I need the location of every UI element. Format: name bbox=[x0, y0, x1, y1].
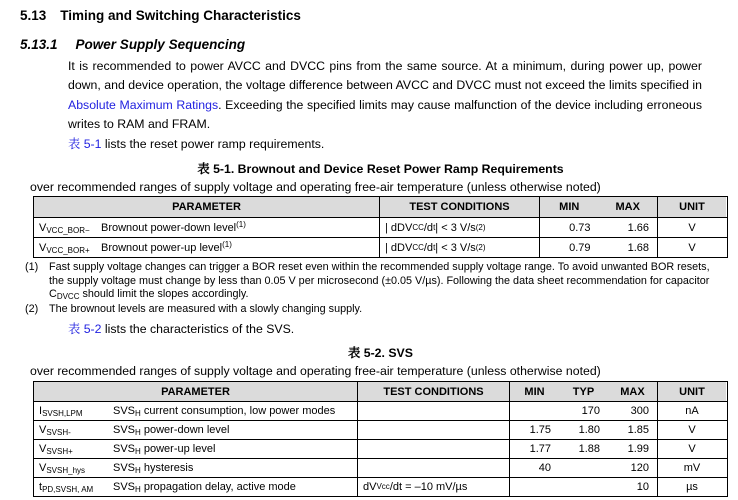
typ-value: 170 bbox=[581, 405, 600, 417]
table2-header-parameter: PARAMETER bbox=[34, 382, 358, 401]
table2-header-min-typ-max bbox=[510, 382, 658, 401]
test-conditions-cell bbox=[358, 402, 510, 420]
test-conditions-cell bbox=[358, 459, 510, 477]
table1-header-max: MAX bbox=[615, 201, 640, 213]
param-symbol: $t_{PD,SVSH, AM}$ bbox=[39, 481, 94, 494]
unit-value: nA bbox=[685, 405, 699, 417]
param-description: $SVS_H$ propagation delay, active mode bbox=[113, 481, 296, 494]
unit-value: µs bbox=[686, 481, 698, 493]
unit-value: V bbox=[688, 241, 696, 254]
table2-header-typ: TYP bbox=[572, 385, 595, 398]
test-conditions-cell: | dDV CC /d t | < 3 V/s (2) bbox=[380, 238, 540, 257]
min-value: 40 bbox=[538, 462, 551, 474]
hyperlink[interactable]: 表 5-1 bbox=[68, 137, 102, 151]
subsection-title: Power Supply Sequencing bbox=[75, 37, 246, 52]
table1-header-unit: UNIT bbox=[658, 197, 726, 217]
table2-header-min: MIN bbox=[524, 385, 545, 398]
table2-header-test-conditions: TEST CONDITIONS bbox=[358, 382, 510, 401]
test-conditions-cell bbox=[358, 421, 510, 439]
param-symbol: $V_{VCC\_BOR+}$ bbox=[39, 241, 90, 255]
table1-header-test-conditions: TEST CONDITIONS bbox=[380, 197, 540, 217]
param-description: Brownout power-down level$^{(1)}$ bbox=[101, 219, 246, 234]
table2-header-unit: UNIT bbox=[658, 382, 726, 401]
table1-header-min-max bbox=[540, 197, 658, 217]
subsection-number: 5.13.1 bbox=[20, 37, 58, 52]
footnote-number: (2) bbox=[25, 302, 39, 315]
table2-header-row bbox=[34, 382, 727, 401]
unit-value: mV bbox=[683, 462, 701, 474]
max-value: 10 bbox=[636, 481, 649, 493]
table1-title: 表 5-1. Brownout and Device Reset Power Ramp Requirements bbox=[197, 162, 564, 176]
param-description: $SVS_H$ current consumption, low power modes bbox=[113, 405, 336, 418]
table1 bbox=[33, 196, 728, 258]
typ-value: 1.88 bbox=[578, 443, 600, 455]
max-value: 300 bbox=[630, 405, 649, 417]
table2-reference-line: 表 5-2 lists the characteristics of the SVS. bbox=[68, 322, 295, 336]
table1-header-row bbox=[34, 197, 727, 217]
param-symbol: $I_{SVSH,LPM}$ bbox=[39, 405, 83, 418]
param-symbol: $V_{VCC\_BOR-}$ bbox=[39, 221, 90, 235]
table-row bbox=[34, 439, 727, 458]
param-description: $SVS_H$ power-down level bbox=[113, 424, 230, 437]
unit-value: V bbox=[688, 424, 696, 436]
param-symbol: $V_{SVSH+}$ bbox=[39, 443, 73, 456]
param-description: $SVS_H$ hysteresis bbox=[113, 462, 194, 475]
param-symbol: $V_{SVSH\_hys}$ bbox=[39, 462, 86, 475]
min-value: 1.75 bbox=[529, 424, 551, 436]
table1-reference-line: 表 5-1 lists the reset power ramp requirements. bbox=[68, 137, 325, 151]
section-number: 5.13 bbox=[20, 8, 47, 23]
unit-value: V bbox=[688, 221, 696, 234]
table1-footnotes bbox=[25, 261, 733, 317]
typ-value: 1.80 bbox=[578, 424, 600, 436]
table-row bbox=[34, 420, 727, 439]
table-row bbox=[34, 217, 727, 237]
subsection-heading bbox=[20, 37, 245, 52]
table-row bbox=[34, 401, 727, 420]
max-value: 1.66 bbox=[627, 221, 649, 234]
min-value: 0.73 bbox=[569, 221, 591, 234]
max-value: 120 bbox=[630, 462, 649, 474]
footnote-1 bbox=[25, 261, 733, 302]
footnote-2 bbox=[25, 303, 733, 317]
unit-value: V bbox=[688, 443, 696, 455]
hyperlink[interactable]: Absolute Maximum Ratings bbox=[68, 97, 219, 112]
test-conditions-cell bbox=[358, 440, 510, 458]
param-description: Brownout power-up level$^{(1)}$ bbox=[101, 239, 232, 254]
table2-condition-line: over recommended ranges of supply voltage and operating free-air temperature (unless otherwise noted) bbox=[30, 364, 601, 378]
min-value: 1.77 bbox=[529, 443, 551, 455]
min-value: 0.79 bbox=[569, 241, 591, 254]
table-row bbox=[34, 458, 727, 477]
test-conditions-cell: | dDV CC /d t | < 3 V/s (2) bbox=[380, 218, 540, 237]
table2 bbox=[33, 381, 728, 497]
table2-header-max: MAX bbox=[620, 385, 645, 398]
hyperlink[interactable]: 表 5-2 bbox=[68, 322, 102, 336]
max-value: 1.68 bbox=[627, 241, 649, 254]
intro-paragraph: It is recommended to power AVCC and DVCC pins from the same source. At a minimum, during power up, power down, and device operation, the voltage difference between AVCC and DVCC must not exceed the limits specified in Absolute Maximum Ratings. Exceeding the specified limits may cause malfunction of the device including erroneous writes to RAM and FRAM. bbox=[68, 59, 702, 131]
table1-condition-line: over recommended ranges of supply voltage and operating free-air temperature (unless otherwise noted) bbox=[30, 180, 601, 194]
table2-title: 表 5-2. SVS bbox=[348, 346, 413, 360]
footnote-number: (1) bbox=[25, 261, 39, 273]
footnote-text: The brownout levels are measured with a slowly changing supply. bbox=[49, 302, 363, 315]
table1-header-min: MIN bbox=[559, 201, 580, 213]
footnote-text: Fast supply voltage changes can trigger a BOR reset even within the recommended supply voltage range. To avoid unwanted BOR resets, the supply voltage must change by less than 0.05 V per microsecond (±0.05 V/µs). Following the data sheet recommendation for capacitor $C_{DVCC}$ should limit the slopes accordingly. bbox=[49, 261, 710, 302]
table-row bbox=[34, 237, 727, 257]
table-row bbox=[34, 477, 727, 496]
max-value: 1.99 bbox=[627, 443, 649, 455]
section-title: Timing and Switching Characteristics bbox=[60, 8, 301, 23]
section-heading bbox=[20, 8, 301, 23]
table1-header-parameter: PARAMETER bbox=[34, 197, 380, 217]
test-conditions-cell: dV Vcc /dt = –10 mV/µs bbox=[358, 478, 510, 496]
max-value: 1.85 bbox=[627, 424, 649, 436]
param-symbol: $V_{SVSH-}$ bbox=[39, 424, 71, 437]
param-description: $SVS_H$ power-up level bbox=[113, 443, 216, 456]
